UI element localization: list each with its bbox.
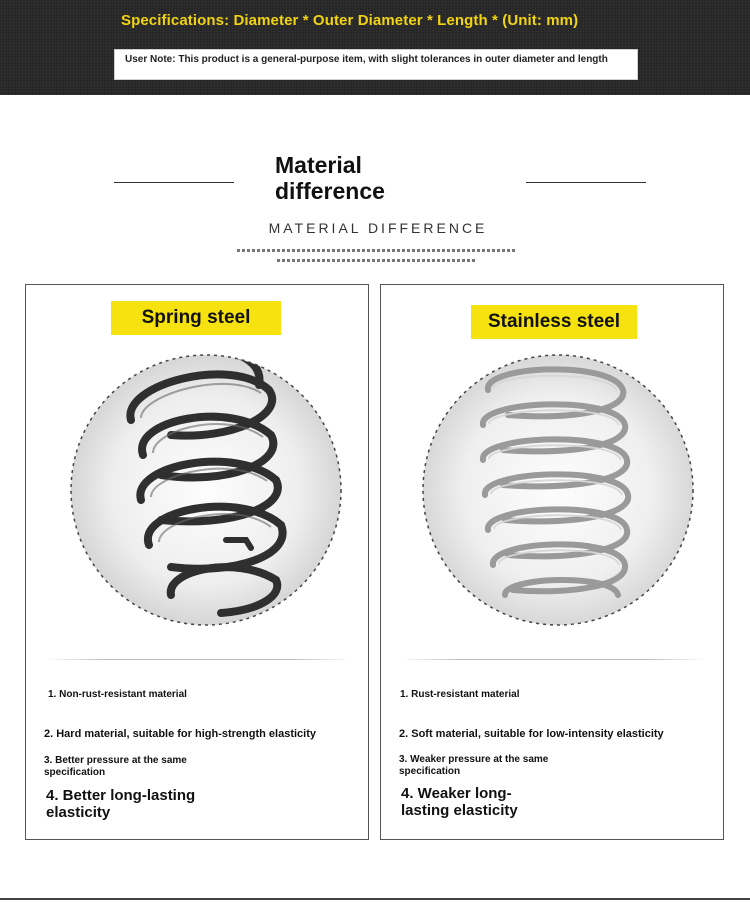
specifications-title: Specifications: Diameter * Outer Diameter * Length * (Unit: mm) bbox=[121, 12, 579, 29]
heading-divider-left bbox=[114, 182, 234, 183]
feature-pressure: 3. Weaker pressure at the same specification bbox=[399, 754, 549, 777]
section-title: Material difference bbox=[275, 152, 385, 204]
feature-hardness: 2. Hard material, suitable for high-strength elasticity bbox=[44, 728, 317, 740]
bottom-divider bbox=[0, 898, 750, 900]
stainless-steel-card bbox=[380, 284, 724, 840]
stainless-steel-coil-image bbox=[413, 345, 703, 635]
feature-pressure: 3. Better pressure at the same specification bbox=[44, 755, 187, 778]
feature-rust: 1. Rust-resistant material bbox=[400, 689, 520, 700]
user-note: User Note: This product is a general-purpose item, with slight tolerances in outer diameter and length bbox=[114, 49, 638, 80]
material-badge: Stainless steel bbox=[471, 305, 637, 339]
heading-divider-right bbox=[526, 182, 646, 183]
feature-hardness: 2. Soft material, suitable for low-intensity elasticity bbox=[399, 728, 664, 740]
image-shadow bbox=[401, 659, 706, 660]
feature-elasticity: 4. Weaker long-lasting elasticity bbox=[401, 785, 518, 819]
top-banner bbox=[0, 0, 750, 95]
image-shadow bbox=[46, 659, 351, 660]
spring-steel-coil-image bbox=[61, 345, 351, 635]
decorative-fine-print bbox=[232, 246, 522, 266]
material-badge: Spring steel bbox=[111, 301, 281, 335]
section-subtitle: MATERIAL DIFFERENCE bbox=[268, 220, 488, 236]
feature-elasticity: 4. Better long-lasting elasticity bbox=[46, 787, 196, 821]
spring-steel-card bbox=[25, 284, 369, 840]
feature-rust: 1. Non-rust-resistant material bbox=[48, 689, 187, 700]
